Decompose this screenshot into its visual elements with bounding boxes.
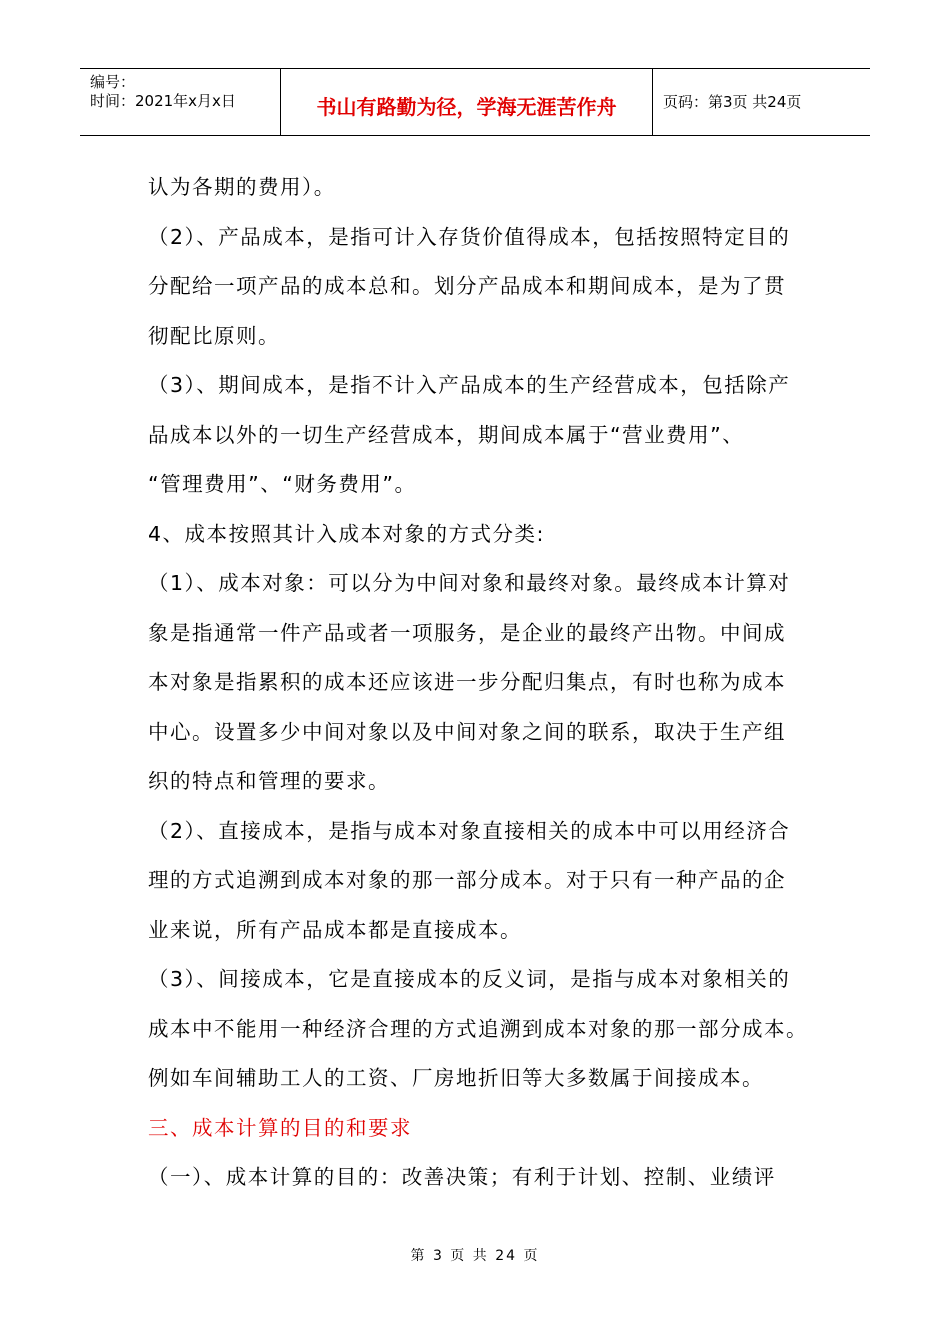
header-motto-cell [281,69,653,135]
header-page-cell [653,69,870,135]
page-header [80,68,870,136]
header-meta-cell [80,69,281,135]
section-heading: 三、成本计算的目的和要求 [148,1115,412,1140]
header-page-info: 页码：第3页 共24页 [663,93,802,111]
document-body [148,163,816,1203]
page-footer: 第 3 页 共 24 页 [410,1248,540,1264]
paragraph-line: 认为各期的费用）。 [148,175,336,199]
paragraph-line: 织的特点和管理的要求。 [148,769,390,793]
paragraph-line: 业来说，所有产品成本都是直接成本。 [148,917,522,942]
paragraph-line: 彻配比原则。 [148,323,280,348]
paragraph-line: （2）、直接成本，是指与成本对象直接相关的成本中可以用经济合 [148,818,791,843]
paragraph-line: 本对象是指累积的成本还应该进一步分配归集点，有时也称为成本 [148,670,786,694]
paragraph-line: 品成本以外的一切生产经营成本，期间成本属于“营业费用”、 [148,422,745,447]
paragraph-line: （1）、成本对象：可以分为中间对象和最终对象。最终成本计算对 [148,571,791,595]
paragraph-line: “管理费用”、“财务费用”。 [148,472,417,496]
paragraph-line: （2）、产品成本，是指可计入存货价值得成本，包括按照特定目的 [148,224,791,249]
document-number-label: 编号： [90,73,136,91]
paragraph-line: 中心。设置多少中间对象以及中间对象之间的联系，取决于生产组 [148,719,786,744]
paragraph-line: 成本中不能用一种经济合理的方式追溯到成本对象的那一部分成本。 [148,1016,808,1041]
paragraph-line: 理的方式追溯到成本对象的那一部分成本。对于只有一种产品的企 [148,868,786,892]
paragraph-line: 4、成本按照其计入成本对象的方式分类: [148,521,545,546]
document-date: 时间：2021年x月x日 [90,92,236,110]
paragraph-line: （3）、期间成本，是指不计入产品成本的生产经营成本，包括除产 [148,373,791,397]
paragraph-line: 象是指通常一件产品或者一项服务，是企业的最终产出物。中间成 [148,620,786,645]
paragraph-line: 例如车间辅助工人的工资、厂房地折旧等大多数属于间接成本。 [148,1066,764,1090]
paragraph-line: （3）、间接成本，它是直接成本的反义词，是指与成本对象相关的 [148,967,791,991]
paragraph-line: 分配给一项产品的成本总和。划分产品成本和期间成本，是为了贯 [148,274,786,298]
header-motto: 书山有路勤为径，学海无涯苦作舟 [316,95,617,119]
paragraph-line: （一）、成本计算的目的：改善决策；有利于计划、控制、业绩评 [148,1165,776,1189]
